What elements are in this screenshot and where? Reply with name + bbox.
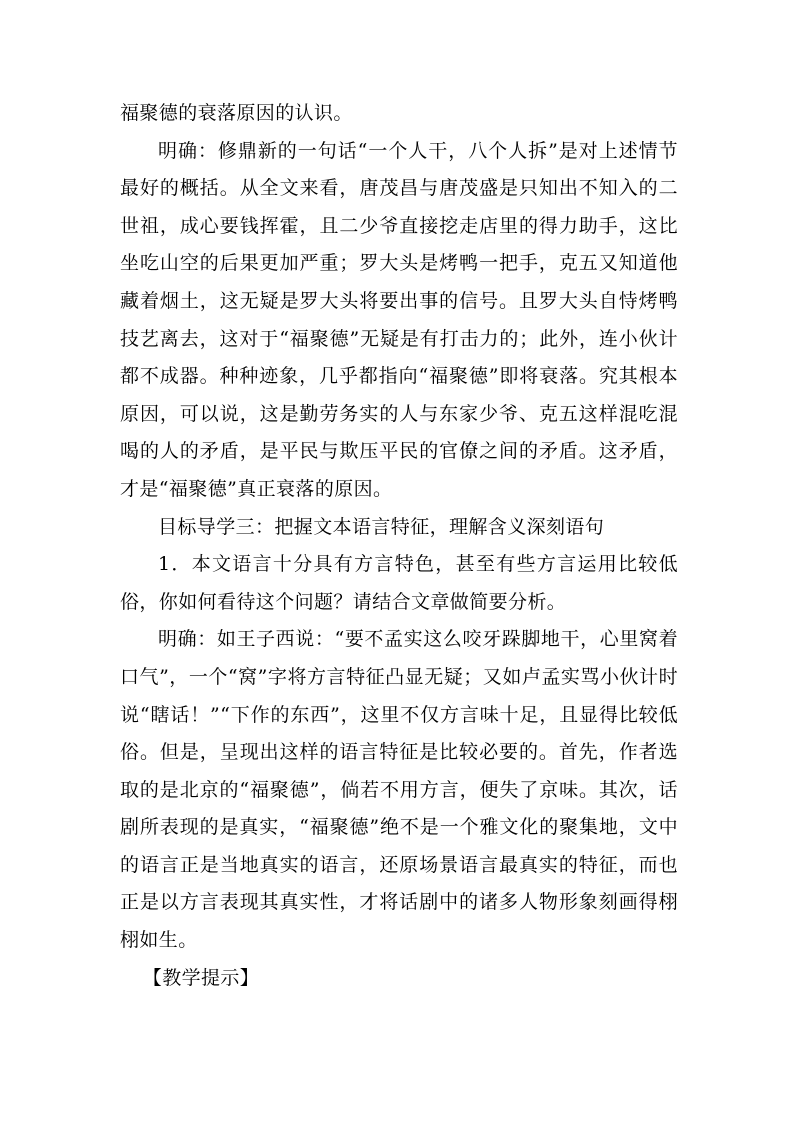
- paragraph-continuation: 福聚德的衰落原因的认识。: [120, 102, 353, 124]
- paragraph-answer-2: 明确：如王子西说：“要不孟实这么咬牙跺脚地干，心里窝着口气”，一个“窝”字将方言特征凸显无疑；又如卢孟实骂小伙计时说“瞎话！”“下作的东西”，这里不仅方言味十足，且显得比较低俗。但是，呈现出这样的语言特征是比较必要的。首先，作者选取的是北京的“福聚德”，倘若不用方言，便失了京味。其次，话剧所表现的是真实，“福聚德”绝不是一个雅文化的聚集地，文中的语言正是当地真实的语言，还原场景语言最真实的特征，而也正是以方言表现其真实性，才将话剧中的诸多人物形象刻画得栩栩如生。: [120, 628, 678, 952]
- paragraph-answer-1: 明确：修鼎新的一句话“一个人干，八个人拆”是对上述情节最好的概括。从全文来看，唐茂昌与唐茂盛是只知出不知入的二世祖，成心要钱挥霍，且二少爷直接挖走店里的得力助手，这比坐吃山空的后果更加严重；罗大头是烤鸭一把手，克五又知道他藏着烟土，这无疑是罗大头将要出事的信号。且罗大头自恃烤鸭技艺离去，这对于“福聚德”无疑是有打击力的；此外，连小伙计都不成器。种种迹象，几乎都指向“福聚德”即将衰落。究其根本原因，可以说，这是勤劳务实的人与东家少爷、克五这样混吃混喝的人的矛盾，是平民与欺压平民的官僚之间的矛盾。这矛盾，才是“福聚德”真正衰落的原因。: [120, 139, 678, 500]
- section-heading-goal-3: 目标导学三：把握文本语言特征，理解含义深刻语句: [158, 515, 605, 538]
- question-1: 1．本文语言十分具有方言特色，甚至有些方言运用比较低俗，你如何看待这个问题？请结合文章做简要分析。: [120, 553, 678, 613]
- teaching-tips-heading: 【教学提示】: [142, 966, 260, 989]
- body-text: [120, 95, 678, 997]
